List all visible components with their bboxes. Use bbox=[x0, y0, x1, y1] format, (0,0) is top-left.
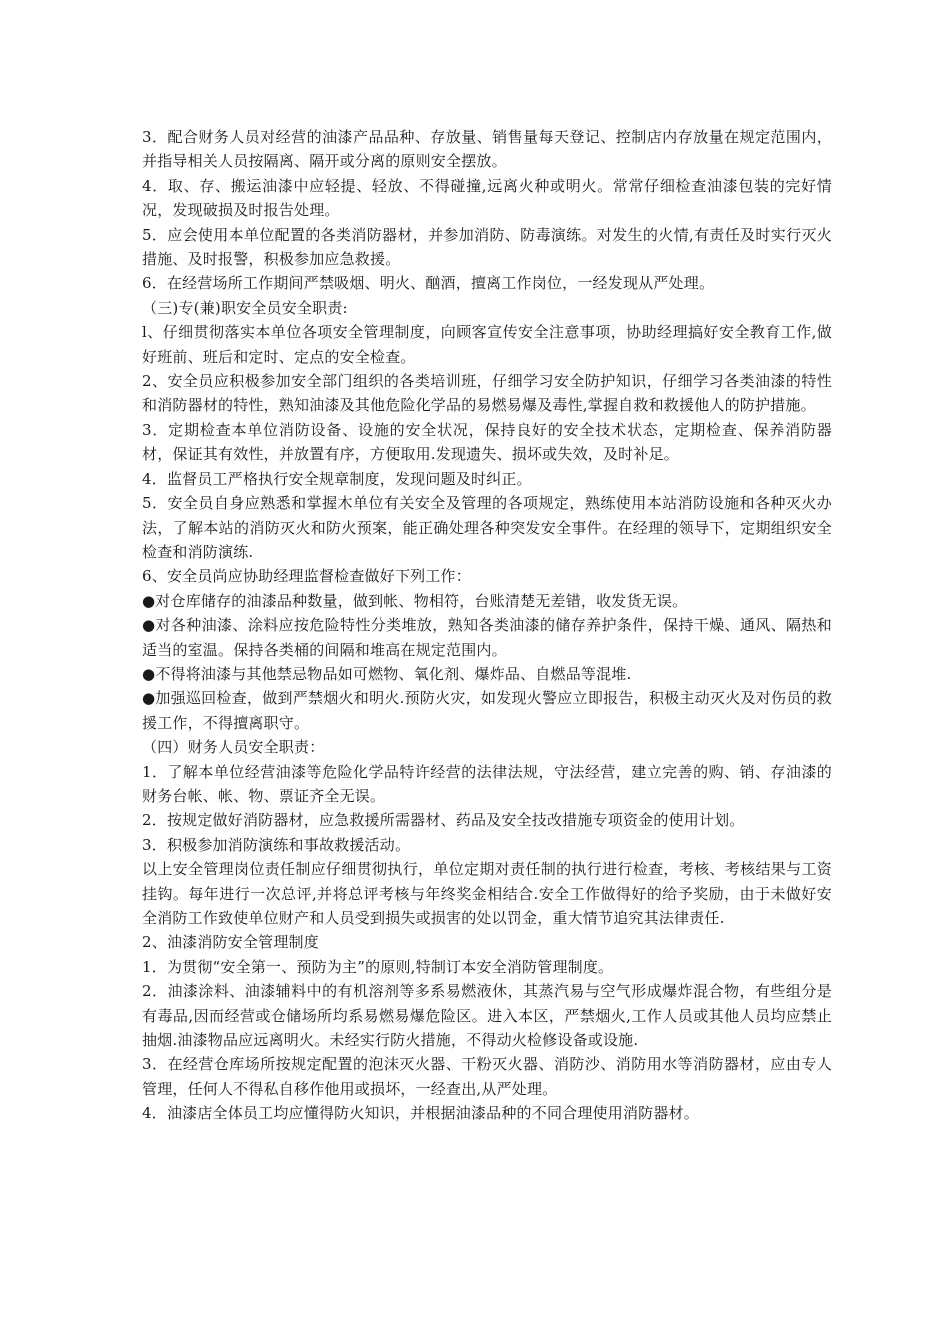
paragraph: 2、安全员应积极参加安全部门组织的各类培训班，仔细学习安全防护知识，仔细学习各类油漆的特性和消防器材的特性，熟知油漆及其他危险化学品的易燃易爆及毒性,掌握自救和救援他人的防护措施。 bbox=[142, 372, 832, 415]
paragraph: 以上安全管理岗位责任制应仔细贯彻执行，单位定期对责任制的执行进行检查，考核、考核结果与工资挂钩。每年进行一次总评,并将总评考核与年终奖金相结合.安全工作做得好的给予奖励，由于未做好安全消防工作致使单位财产和人员受到损失或损害的处以罚金，重大情节追究其法律责任. bbox=[142, 860, 832, 927]
paragraph: 4．油漆店全体员工均应懂得防火知识，并根据油漆品种的不同合理使用消防器材。 bbox=[142, 1104, 699, 1123]
paragraph: 3．积极参加消防演练和事故救援活动。 bbox=[142, 835, 411, 854]
paragraph: 1．了解本单位经营油漆等危险化学品特许经营的法律法规，守法经营，建立完善的购、销、存油漆的财务台帐、帐、物、票证齐全无误。 bbox=[142, 762, 832, 805]
bullet-item: ●不得将油漆与其他禁忌物品如可燃物、氧化剂、爆炸品、自燃品等混堆. bbox=[142, 664, 632, 683]
bullet-item: ●对各种油漆、涂料应按危险特性分类堆放，熟知各类油漆的储存养护条件，保持干燥、通风、隔热和适当的室温。保持各类桶的间隔和堆高在规定范围内。 bbox=[142, 616, 832, 659]
paragraph: 3．定期检查本单位消防设备、设施的安全状况，保持良好的安全技术状态，定期检查、保养消防器材，保证其有效性，并放置有序，方便取用.发现遗失、损坏或失效，及时补足。 bbox=[142, 420, 832, 464]
paragraph: 3．配合财务人员对经营的油漆产品品种、存放量、销售量每天登记、控制店内存放量在规定范围内，并指导相关人员按隔离、隔开或分离的原则安全摆放。 bbox=[142, 128, 832, 171]
paragraph: 4．取、存、搬运油漆中应轻提、轻放、不得碰撞,远离火种或明火。常常仔细检查油漆包装的完好情况，发现破损及时报告处理。 bbox=[142, 176, 832, 220]
section-heading: （四）财务人员安全职责： bbox=[142, 738, 325, 757]
paragraph: 6、安全员尚应协助经理监督检查做好下列工作： bbox=[142, 567, 471, 586]
paragraph: 2．油漆涂料、油漆辅料中的有机溶剂等多系易燃液休，其蒸汽易与空气形成爆炸混合物，有些组分是有毒品,因而经营或仓储场所均系易燃易爆危险区。进入本区，严禁烟火,工作人员或其他人员均应禁止抽烟.油漆物品应远离明火。未经实行防火措施，不得动火检修设备或设施. bbox=[142, 982, 832, 1050]
section-heading: （三)专(兼)职安全员安全职责: bbox=[142, 298, 348, 317]
document-body bbox=[142, 125, 832, 1126]
section-heading: 2、油漆消防安全管理制度 bbox=[142, 933, 319, 952]
paragraph: 2．按规定做好消防器材，应急救援所需器材、药品及安全技改措施专项资金的使用计划。 bbox=[142, 811, 745, 830]
paragraph: 5．安全员自身应熟悉和掌握木单位有关安全及管理的各项规定，熟练使用本站消防设施和各种灭火办法，了解本站的消防灭火和防火预案，能正确处理各种突发安全事件。在经理的领导下，定期组织安全检查和消防演练. bbox=[142, 494, 832, 561]
paragraph: 3．在经营仓库场所按规定配置的泡沫灭火器、干粉灭火器、消防沙、消防用水等消防器材，应由专人管理，任何人不得私自移作他用或损坏，一经查出,从严处理。 bbox=[142, 1055, 832, 1098]
paragraph: 5．应会使用本单位配置的各类消防器材，并参加消防、防毒演练。对发生的火情,有责任及时实行灭火措施、及时报警，积极参加应急救援。 bbox=[142, 225, 832, 269]
paragraph: 6．在经营场所工作期间严禁吸烟、明火、酗酒，擅离工作岗位，一经发现从严处理。 bbox=[142, 274, 715, 293]
paragraph: 4．监督员工严格执行安全规章制度，发现问题及时纠正。 bbox=[142, 469, 532, 488]
paragraph: 1．为贯彻“安全第一、预防为主”的原则,特制订本安全消防管理制度。 bbox=[142, 957, 614, 976]
bullet-item: ●对仓库储存的油漆品种数量，做到帐、物相符，台账清楚无差错，收发货无误。 bbox=[142, 591, 688, 610]
paragraph: l、仔细贯彻落实本单位各项安全管理制度，向顾客宣传安全注意事项，协助经理搞好安全教育工作,做好班前、班后和定时、定点的安全检查。 bbox=[142, 323, 832, 366]
bullet-item: ●加强巡回检查，做到严禁烟火和明火.预防火灾，如发现火警应立即报告，积极主动灭火及对伤员的救援工作，不得擅离职守。 bbox=[142, 689, 832, 732]
